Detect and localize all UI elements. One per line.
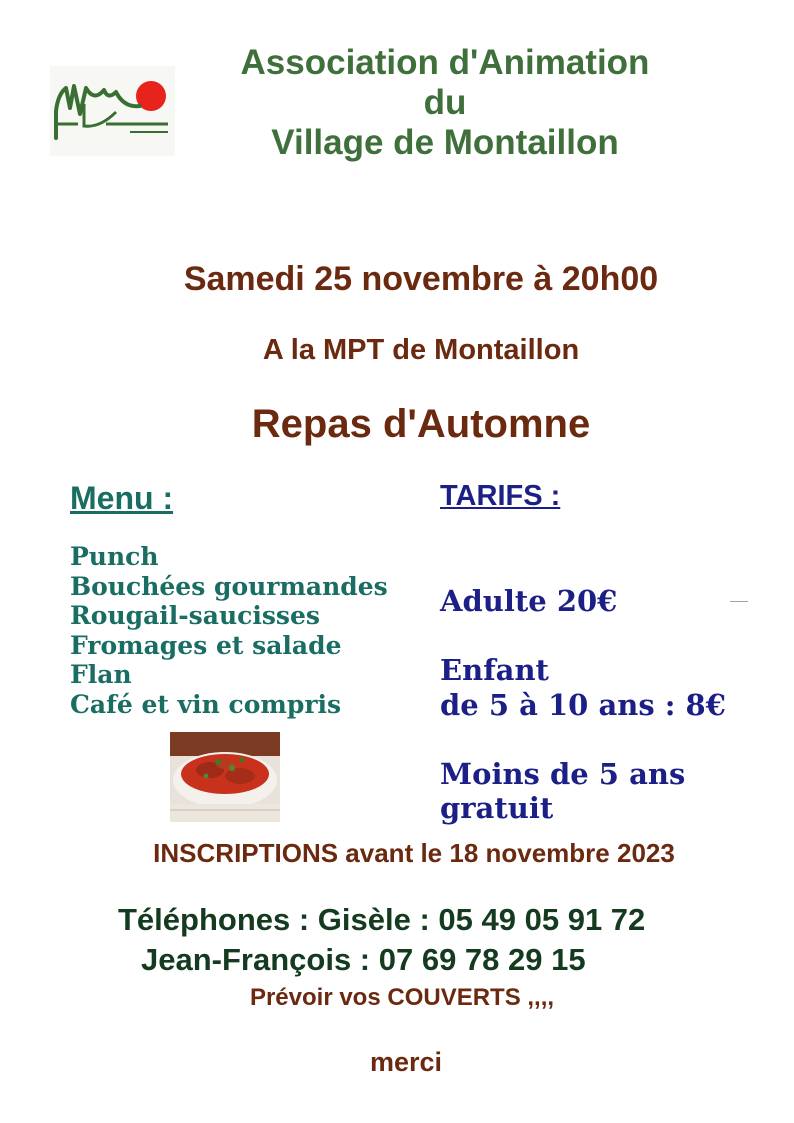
price-moins: gratuit — [440, 791, 554, 825]
merci-text: merci — [369, 1047, 443, 1077]
association-title-line-2: du — [423, 83, 467, 122]
price-adulte: Adulte 20€ — [440, 584, 618, 618]
menu-item: Flan — [70, 660, 132, 689]
inscriptions-deadline: INSCRIPTIONS avant le 18 novembre 2023 — [153, 838, 675, 868]
price-enfant-label: Enfant — [440, 653, 549, 687]
menu-item: Bouchées gourmandes — [70, 571, 388, 601]
menu-item: Punch — [70, 542, 159, 571]
association-title-line-1: Association d'Animation — [240, 43, 650, 82]
menu-item: Rougail-saucisses — [70, 601, 320, 630]
rougail-dish-image — [170, 732, 280, 822]
tarifs-heading: TARIFS : — [440, 480, 561, 512]
menu-list — [70, 542, 388, 719]
event-name: Repas d'Automne — [251, 402, 591, 446]
event-date: Samedi 25 novembre à 20h00 — [183, 260, 659, 298]
menu-heading: Menu : — [70, 480, 174, 516]
association-title-line-3: Village de Montaillon — [271, 123, 619, 162]
price-moins-label: Moins de 5 ans — [440, 757, 686, 791]
phone-gisele: Téléphones : Gisèle : 05 49 05 91 72 — [118, 902, 646, 937]
price-enfant: de 5 à 10 ans : 8€ — [440, 688, 726, 722]
menu-item: Café et vin compris — [70, 689, 342, 719]
event-venue: A la MPT de Montaillon — [262, 334, 580, 366]
dish-icon — [170, 732, 280, 822]
couverts-note: Prévoir vos COUVERTS ,,,, — [249, 984, 555, 1011]
phone-jean-francois: Jean-François : 07 69 78 29 15 — [141, 942, 586, 977]
menu-item: Fromages et salade — [70, 630, 342, 660]
divider-dash — [730, 601, 748, 602]
